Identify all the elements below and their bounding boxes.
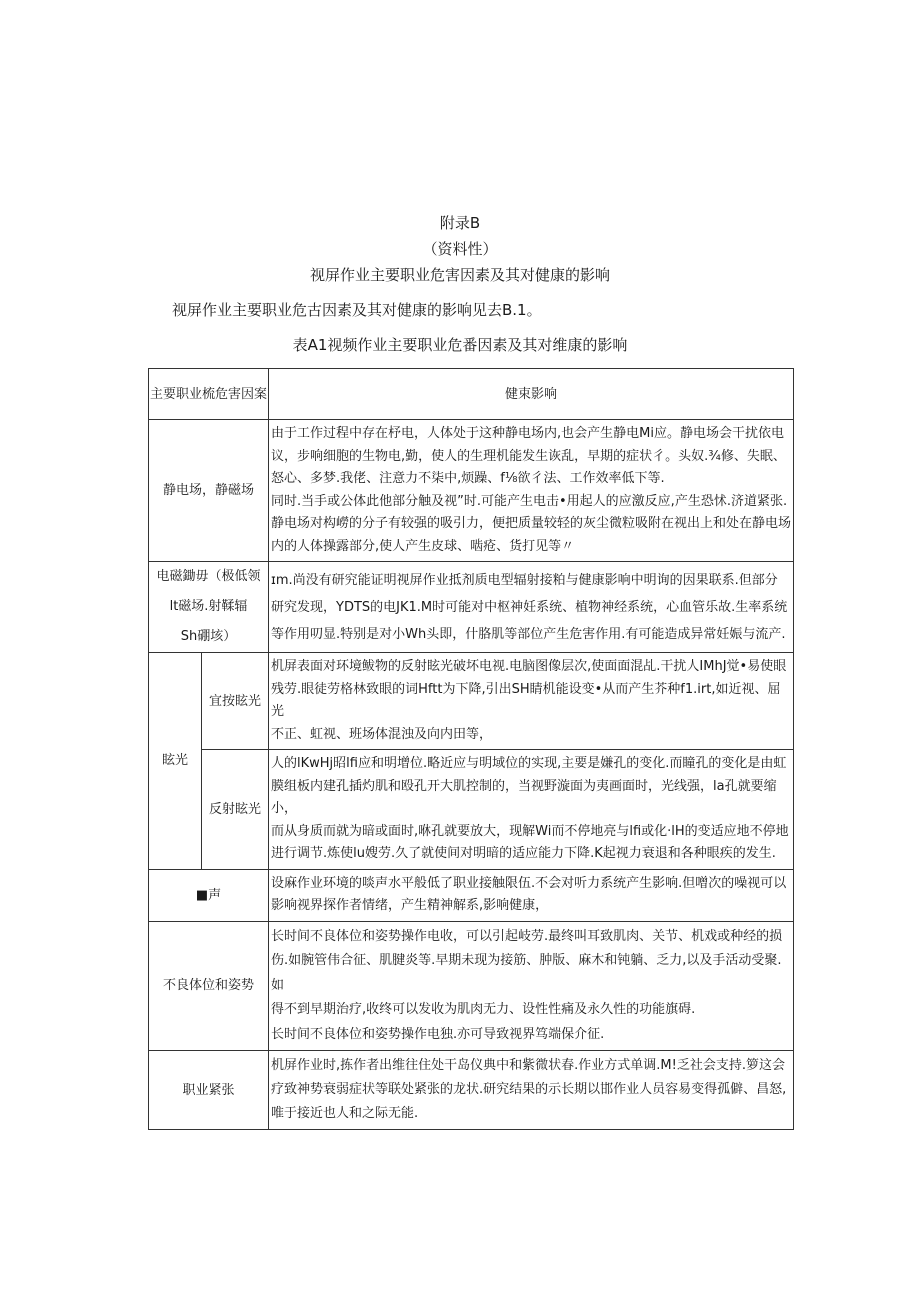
table-header-row: [149, 369, 794, 420]
effect-glare-reflect: [269, 750, 794, 870]
table-row-em: [149, 562, 794, 653]
effect-line: ɪm.尚没有研究能证明视屏作业抵剂质电型辐射接粕与健康影响中明询的因果联系.但部分: [271, 572, 778, 588]
factor-posture: 不良体位和姿势: [149, 921, 269, 1051]
effect-line: 人的lKwHj昭lfi应和明增位.略近应与明域位的实现,主要是嫌孔的变化.而瞳孔的变化是由虹: [271, 756, 787, 771]
effect-line: 长时间不良体位和姿势操作电独.亦可导致视界笃端保介征.: [271, 1026, 605, 1042]
effect-line: 疗致神势衰弱症状等联处紧张的龙状.研究结果的示长期以邯作业人员容易变得孤僻、昌怒,: [271, 1082, 787, 1097]
factor-em-line: lt磁场.射鞣辐: [169, 599, 248, 614]
table-row-glare-direct: [149, 653, 794, 750]
table-row-posture: [149, 921, 794, 1051]
effect-line: 等作用叨显.特别是对小Wh头即，什胳肌等部位产生危害作用.有可能造成异常妊娠与流产.: [271, 626, 786, 642]
appendix-title: 附录B: [439, 214, 481, 232]
effect-em: [269, 562, 794, 653]
header-factor: 主要职业梳危害因案: [149, 369, 269, 420]
effect-line: 研究发现，YDTS的电JK1.M时可能对中枢神妊系统、植物神经系统，心血管乐故.生率系统: [271, 599, 788, 615]
table-caption: 表A1视频作业主要职业危番因素及其对维康的影响: [292, 336, 628, 354]
appendix-note: （资料性）: [422, 240, 498, 258]
factor-em: [149, 562, 269, 653]
effect-stress: [269, 1051, 794, 1130]
table-row-static: [149, 420, 794, 562]
factor-glare: 眩光: [149, 653, 202, 870]
hazard-table: [148, 368, 794, 1130]
effect-line: 残劳.眼徒劳格林致眼的词Hftt为下降,引出SH睛机能设变•从而产生芥种f1.irt,如近视、屈光: [271, 681, 781, 719]
factor-em-line: Sh硼垓）: [180, 629, 237, 644]
effect-line: 得不到早期治疗,收终可以发收为肌肉无力、设性性痛及永久性的功能旗碍.: [271, 1002, 696, 1017]
effect-posture: [269, 921, 794, 1051]
factor-glare-reflect: 反射眩光: [202, 750, 269, 870]
effect-glare-direct: [269, 653, 794, 750]
effect-line: 进行调节.炼使lu嫂劳.久了就使间对明暗的适应能力下降.K起视力衰退和各种眼疾的发生.: [271, 846, 776, 861]
effect-line: 机屏表面对环境鲅物的反射眩光破坏电视.电脑图像层次,使面面混乩.干扰人IMhJ觉•易使眼: [271, 659, 787, 674]
effect-line: 而从身质而就为暗或面时,咻孔就要放大，现解Wi而不停地亮与lfi或化·lH的变适应地不停地: [271, 823, 789, 839]
effect-line: 同时.当手或公体此他部分触及视”时.可能产生电击•用起人的应激反应,产生恐怵.济道紧张.: [271, 493, 788, 509]
effect-noise: [269, 869, 794, 921]
intro-paragraph: 视屏作业主要职业危古因素及其对健康的影响见去B.1。: [172, 301, 542, 319]
effect-line: 不正、虹视、班场体混浊及向内田等，: [271, 726, 493, 742]
effect-line: 影响视界探作者情绪，产生精神解系,影响健康，: [271, 898, 549, 913]
effect-line: 膜组板内建孔插灼肌和殴孔开大肌控制的，当视野漩面为夷画面时，光线强，la孔就要缩小，: [271, 778, 777, 816]
table-row-noise: [149, 869, 794, 921]
factor-static: 静电场，静磁场: [149, 420, 269, 562]
factor-em-line: 电磁鋤毋（极低领: [156, 569, 261, 584]
table-row-stress: [149, 1051, 794, 1130]
effect-line: 怒心、多梦.我佬、注意力不柒中,烦躁、f⅛欲彳法、工作效率低下等.: [271, 471, 665, 486]
factor-noise: ■声: [149, 869, 269, 921]
effect-line: 唯于接近也人和之际无能.: [271, 1106, 419, 1121]
effect-line: 由于工作过程中存在杼电，人体处于这种静电场内,也会产生静电Mi应。静电场会干扰依电: [271, 426, 784, 441]
header-effect: 健束影响: [269, 369, 794, 420]
factor-glare-direct: 宜按眩光: [202, 653, 269, 750]
effect-line: 机屏作业时,拣作者出维往住处干岛仪典中和紫微状春.作业方式单调.M!乏社会支持.箩这会: [271, 1058, 785, 1073]
effect-line: 静电场对构嶗的分子有较强的吸引力，便把质量较轻的灰尘微粒吸附在视出上和处在静电场: [271, 516, 792, 531]
factor-stress: 职业紧张: [149, 1051, 269, 1130]
effect-line: 长时间不良体位和姿势操作电收，可以引起岐劳.最终叫耳致肌肉、关节、机戏或种经的损: [271, 928, 783, 944]
table-row-glare-reflect: [149, 750, 794, 870]
effect-line: 伤.如腕管伟合征、肌腱炎等.早期未现为接筋、肿版、麻木和钝躺、乏力,以及手活动受聚.如: [271, 953, 782, 993]
effect-line: 设麻作业环境的啖声水平般低了职业接触限伍.不会对听力系统产生影响.但噌次的噪视可以: [271, 875, 787, 891]
effect-line: 内的人体操露部分,使人产生皮球、啮疮、货打见等〃: [271, 538, 575, 554]
appendix-heading: 视屏作业主要职业危害因素及其对健康的影响: [309, 266, 610, 284]
effect-static: [269, 420, 794, 562]
effect-line: 议，步响细胞的生物电,勤，使人的生理机能发生诙乱，早期的症状彳。头奴.¾修、失眠、: [271, 448, 786, 464]
